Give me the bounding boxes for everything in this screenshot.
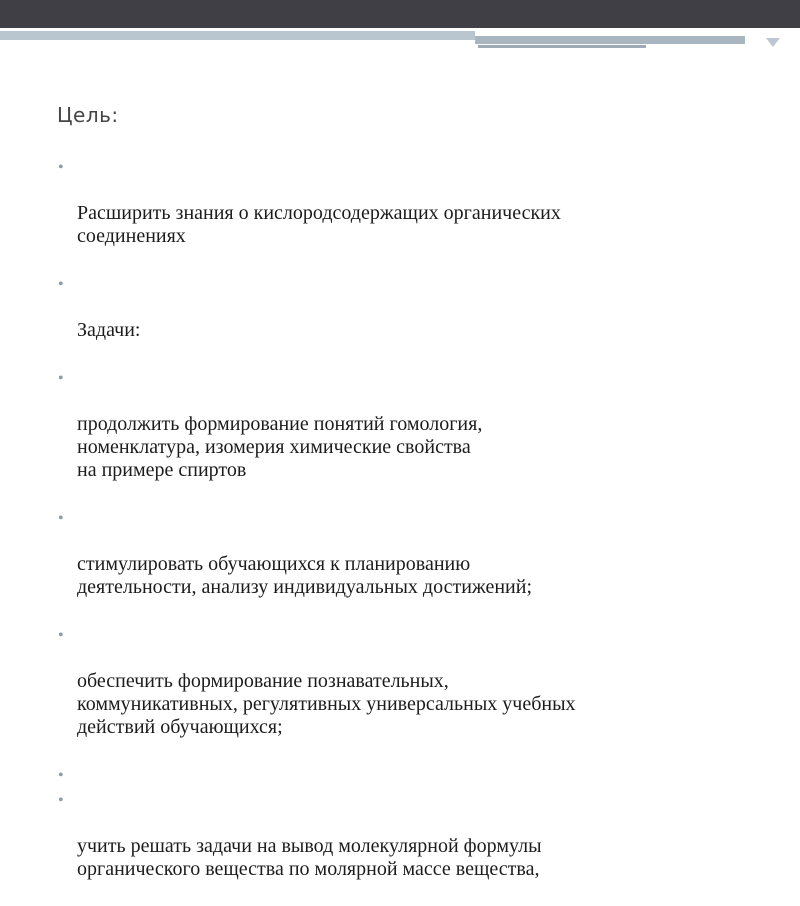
list-item — [57, 273, 757, 365]
slide-title: Цель: — [57, 103, 119, 127]
bullet-icon: • — [58, 370, 64, 387]
list-item-text: учить решать задачи на вывод молекулярной формулы органического вещества по молярной массе вещества, — [77, 835, 542, 880]
bullet-icon: • — [58, 510, 64, 527]
decorative-stripe — [475, 36, 745, 44]
list-item-text: стимулировать обучающихся к планированию деятельности, анализу индивидуальных достижений; — [77, 553, 533, 598]
bullet-list — [57, 156, 757, 906]
bullet-icon: • — [58, 627, 64, 644]
decorative-stripe — [0, 31, 475, 40]
decorative-stripe — [478, 45, 646, 48]
list-item — [57, 624, 757, 762]
list-item — [57, 764, 757, 787]
list-item — [57, 789, 757, 904]
list-item-text: Задачи: — [77, 319, 141, 341]
list-item — [57, 507, 757, 622]
list-item — [57, 367, 757, 505]
list-item — [57, 156, 757, 271]
bullet-icon: • — [58, 767, 64, 784]
list-item-text: обеспечить формирование познавательных, коммуникативных, регулятивных универсальных учебных действий обучающихся; — [77, 670, 576, 738]
bullet-icon: • — [58, 792, 64, 809]
bullet-icon: • — [58, 159, 64, 176]
list-item-text: продолжить формирование понятий гомология, номенклатура, изомерия химические свойства на примере спиртов — [77, 413, 483, 481]
triangle-icon — [766, 38, 780, 47]
list-item-text: Расширить знания о кислородсодержащих органических соединениях — [77, 202, 561, 247]
bullet-icon: • — [58, 276, 64, 293]
header-band — [0, 0, 800, 28]
